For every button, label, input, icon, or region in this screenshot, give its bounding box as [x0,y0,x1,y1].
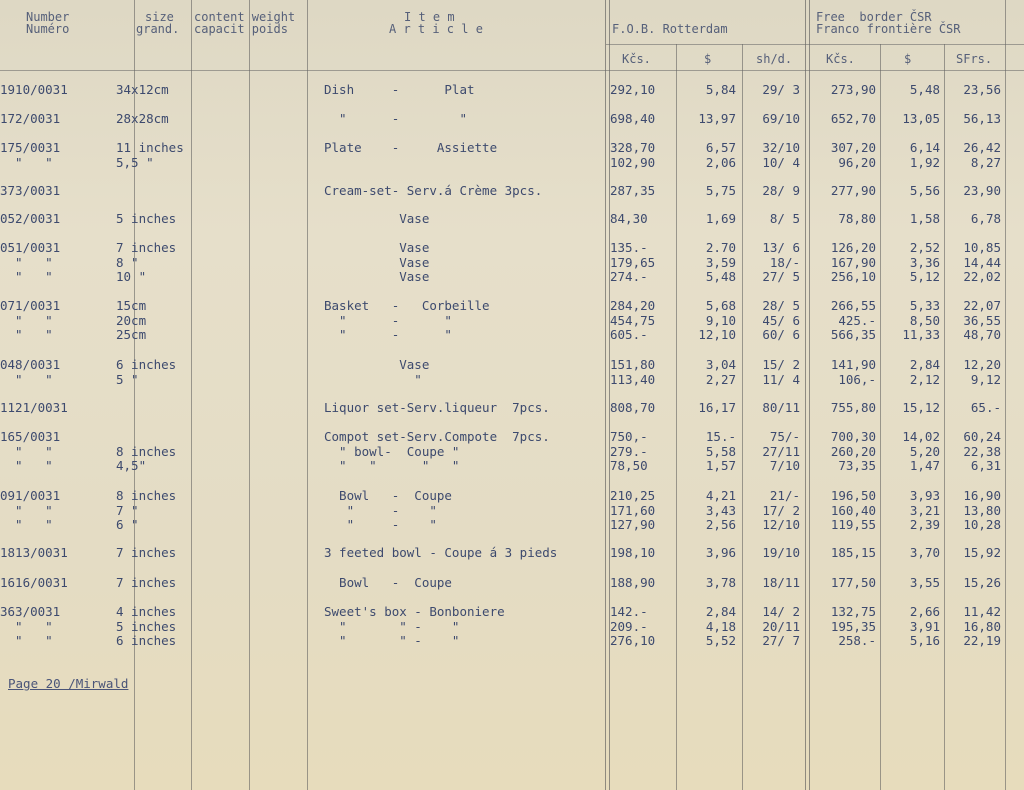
item-number: 091/0031 " " " " [0,488,61,532]
price-border-kcs: 132,75 195,35 258.- [830,604,876,648]
item-size: 8 inches 7 " 6 " [116,488,177,532]
price-fob-kcs: 142.- 209.- 276,10 [610,604,656,648]
price-fob-usd: 2,84 4,18 5,52 [705,604,736,648]
page-footer: Page 20 /Mirwald [8,676,129,691]
item-size: 4 inches 5 inches 6 inches [116,604,177,648]
header-item: I t e m [404,10,455,24]
price-border-usd: 1,58 [909,211,940,226]
price-fob-shd: 32/10 10/ 4 [762,140,800,170]
item-size: 15cm 20cm 25cm [116,298,147,342]
price-border-sfrs: 16,90 13,80 10,28 [963,488,1001,532]
price-border-kcs: 266,55 425.- 566,35 [830,298,876,342]
price-border-sfrs: 26,42 8,27 [963,140,1001,170]
item-number: 1813/0031 [0,545,68,560]
price-border-kcs: 141,90 106,- [830,357,876,387]
price-fob-kcs: 284,20 454,75 605.- [610,298,656,342]
item-description: Plate - Assiette [324,140,498,155]
price-border-usd: 2,66 3,91 5,16 [909,604,940,648]
price-border-sfrs: 23,56 [963,82,1001,97]
price-fob-usd: 5,75 [705,183,736,198]
price-border-sfrs: 6,78 [970,211,1001,226]
item-number: 363/0031 " " " " [0,604,61,648]
item-size: 6 inches 5 " [116,357,177,387]
item-description: Dish - Plat [324,82,475,97]
price-fob-kcs: 210,25 171,60 127,90 [610,488,656,532]
header-article: A r t i c l e [389,22,483,36]
header-numero: Numéro [26,22,70,36]
price-fob-shd: 21/- 17/ 2 12/10 [762,488,800,532]
header-size: size [145,10,174,24]
item-size: 7 inches 8 " 10 " [116,240,177,284]
price-fob-kcs: 188,90 [610,575,656,590]
item-description: " - " [324,111,467,126]
price-border-sfrs: 60,24 22,38 6,31 [963,429,1001,473]
subheader-kcs: Kčs. [826,52,855,66]
subheader-usd: $ [904,52,912,66]
price-fob-usd: 5,68 9,10 12,10 [698,298,736,342]
item-number: 1616/0031 [0,575,68,590]
item-description: Sweet's box - Bonboniere " " - " " " - " [324,604,505,648]
price-fob-shd: 13/ 6 18/- 27/ 5 [762,240,800,284]
header-free-border: Free border ČSR [816,10,932,24]
price-fob-kcs: 808,70 [610,400,656,415]
item-description: Vase Vase Vase [399,240,430,284]
price-fob-kcs: 698,40 [610,111,656,126]
item-description: Cream-set- Serv.á Crème 3pcs. [324,183,543,198]
column-divider [944,44,945,790]
price-fob-usd: 3,96 [705,545,736,560]
price-fob-usd: 6,57 2,06 [705,140,736,170]
item-number: 1121/0031 [0,400,68,415]
item-number: 175/0031 " " [0,140,61,170]
price-border-sfrs: 11,42 16,80 22,19 [963,604,1001,648]
subheader-kcs: Kčs. [622,52,651,66]
price-border-sfrs: 56,13 [963,111,1001,126]
item-number: 052/0031 [0,211,61,226]
price-fob-usd: 16,17 [698,400,736,415]
price-border-kcs: 185,15 [830,545,876,560]
item-number: 048/0031 " " [0,357,61,387]
price-fob-shd: 18/11 [762,575,800,590]
price-border-sfrs: 15,92 [963,545,1001,560]
item-number: 165/0031 " " " " [0,429,61,473]
price-fob-usd: 13,97 [698,111,736,126]
price-fob-usd: 3,78 [705,575,736,590]
price-border-usd: 3,93 3,21 2,39 [909,488,940,532]
price-border-kcs: 307,20 96,20 [830,140,876,170]
price-border-usd: 14,02 5,20 1,47 [902,429,940,473]
price-fob-kcs: 292,10 [610,82,656,97]
price-border-sfrs: 10,85 14,44 22,02 [963,240,1001,284]
header-franco: Franco frontière ČSR [816,22,961,36]
header-content-weight: content weight [194,10,296,24]
price-fob-shd: 8/ 5 [769,211,800,226]
price-fob-kcs: 198,10 [610,545,656,560]
item-description: Bowl - Coupe [324,575,452,590]
subheader-sfrs: SFrs. [956,52,993,66]
column-divider [307,0,308,790]
item-description: Liquor set-Serv.liqueur 7pcs. [324,400,550,415]
price-fob-shd: 15/ 2 11/ 4 [762,357,800,387]
price-border-kcs: 700,30 260,20 73,35 [830,429,876,473]
subheader-shd: sh/d. [756,52,793,66]
price-border-usd: 2,52 3,36 5,12 [909,240,940,284]
header-grand: grand. [136,22,180,36]
price-border-sfrs: 12,20 9,12 [963,357,1001,387]
price-border-kcs: 196,50 160,40 119,55 [830,488,876,532]
price-border-kcs: 755,80 [830,400,876,415]
price-fob-shd: 28/ 9 [762,183,800,198]
price-border-kcs: 126,20 167,90 256,10 [830,240,876,284]
item-description: Vase " [399,357,430,387]
column-divider [249,0,250,790]
price-fob-usd: 5,84 [705,82,736,97]
subheader-usd: $ [704,52,712,66]
price-border-usd: 2,84 2,12 [909,357,940,387]
price-fob-shd: 29/ 3 [762,82,800,97]
price-fob-kcs: 287,35 [610,183,656,198]
price-fob-shd: 14/ 2 20/11 27/ 7 [762,604,800,648]
item-description: Basket - Corbeille " - " " - " [324,298,490,342]
price-fob-shd: 69/10 [762,111,800,126]
price-fob-usd: 3,04 2,27 [705,357,736,387]
item-number: 071/0031 " " " " [0,298,61,342]
price-fob-usd: 1,69 [705,211,736,226]
price-border-sfrs: 15,26 [963,575,1001,590]
item-size: 34x12cm [116,82,169,97]
item-size: 8 inches 4,5" [116,443,177,473]
price-border-usd: 5,33 8,50 11,33 [902,298,940,342]
price-border-kcs: 177,50 [830,575,876,590]
price-border-kcs: 78,80 [838,211,876,226]
item-description: Vase [324,211,430,226]
price-fob-kcs: 750,- 279.- 78,50 [610,429,648,473]
column-divider [742,44,743,790]
price-border-usd: 5,56 [909,183,940,198]
header-capacit-poids: capacit poids [194,22,288,36]
price-fob-usd: 2.70 3,59 5,48 [705,240,736,284]
item-description: Compot set-Serv.Compote 7pcs. " bowl- Coupe " " " " " [324,429,550,473]
header-number: Number [26,10,70,24]
price-fob-kcs: 328,70 102,90 [610,140,656,170]
item-description: 3 feeted bowl - Coupe á 3 pieds [324,545,558,560]
price-fob-shd: 19/10 [762,545,800,560]
price-fob-shd: 80/11 [762,400,800,415]
item-size: 5 inches [116,211,177,226]
header-fob: F.O.B. Rotterdam [612,22,728,36]
price-fob-kcs: 84,30 [610,211,648,226]
column-divider [1005,0,1006,790]
item-size: 11 inches 5,5 " [116,140,184,170]
price-border-kcs: 652,70 [830,111,876,126]
price-border-kcs: 273,90 [830,82,876,97]
price-border-usd: 3,55 [909,575,940,590]
price-border-usd: 15,12 [902,400,940,415]
item-size: 7 inches [116,545,177,560]
price-border-usd: 3,70 [909,545,940,560]
price-fob-usd: 4,21 3,43 2,56 [705,488,736,532]
price-border-sfrs: 65.- [970,400,1001,415]
item-size: 7 inches [116,575,177,590]
item-description: Bowl - Coupe " - " " - " [339,488,452,532]
price-border-usd: 5,48 [909,82,940,97]
item-number: 1910/0031 [0,82,68,97]
column-divider [676,44,677,790]
item-number: 373/0031 [0,183,61,198]
price-fob-shd: 75/- 27/11 7/10 [762,429,800,473]
item-size: 28x28cm [116,111,169,126]
price-fob-shd: 28/ 5 45/ 6 60/ 6 [762,298,800,342]
item-number: 051/0031 " " " " [0,240,61,284]
price-border-usd: 6,14 1,92 [909,140,940,170]
header-rule [0,70,1024,71]
price-fob-kcs: 151,80 113,40 [610,357,656,387]
price-border-kcs: 277,90 [830,183,876,198]
price-fob-usd: 15.- 5,58 1,57 [705,429,736,473]
header-rule [606,44,1024,45]
price-fob-kcs: 135.- 179,65 274.- [610,240,656,284]
price-border-sfrs: 23,90 [963,183,1001,198]
column-divider [805,0,810,790]
column-divider [880,44,881,790]
price-border-usd: 13,05 [902,111,940,126]
item-number: 172/0031 [0,111,61,126]
price-border-sfrs: 22,07 36,55 48,70 [963,298,1001,342]
